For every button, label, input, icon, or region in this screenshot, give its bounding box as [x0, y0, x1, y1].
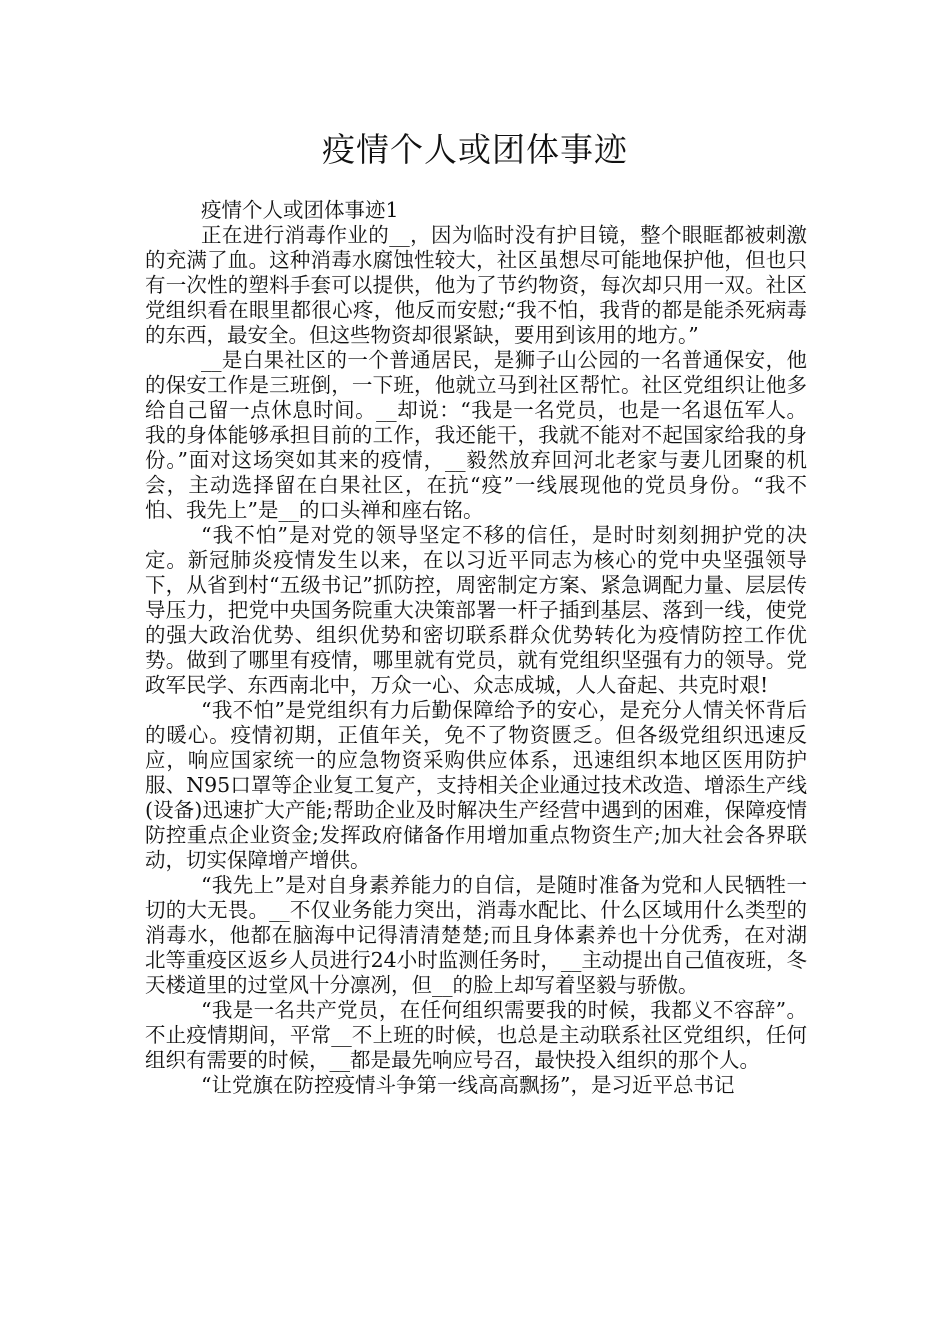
paragraph-7: “让党旗在防控疫情斗争第一线高高飘扬”，是习近平总书记: [201, 1073, 735, 1097]
paragraph-5: “我先上”是对自身素养能力的自信，是随时准备为党和人民牺牲一切的大无畏。__不仅业务能力突出，消毒水配比、什么区域用什么类型的消毒水，他都在脑海中记得清清楚楚;而且身体素养也十分优秀，在对湖北等重疫区返乡人员进行24小时监测任务时，__主动提出自己值夜班，冬天楼道里的过堂风十分凛冽，但__的脸上却写着坚毅与骄傲。: [145, 873, 807, 997]
paragraph-3: “我不怕”是对党的领导坚定不移的信任，是时时刻刻拥护党的决定。新冠肺炎疫情发生以来，在以习近平同志为核心的党中央坚强领导下，从省到村“五级书记”抓防控，周密制定方案、紧急调配力量、层层传导压力，把党中央国务院重大决策部署一杆子插到基层、落到一线，使党的强大政治优势、组织优势和密切联系群众优势转化为疫情防控工作优势。做到了哪里有疫情，哪里就有党员，就有党组织坚强有力的领导。党政军民学、东西南北中，万众一心、众志成城，人人奋起、共克时艰!: [145, 523, 807, 697]
page-title: 疫情个人或团体事迹: [322, 130, 628, 169]
paragraph-4: “我不怕”是党组织有力后勤保障给予的安心，是充分人情关怀背后的暖心。疫情初期，正值年关，免不了物资匮乏。但各级党组织迅速反应，响应国家统一的应急物资采购供应体系，迅速组织本地区医用防护服、N95口罩等企业复工复产，支持相关企业通过技术改造、增添生产线(设备)迅速扩大产能;帮助企业及时解决生产经营中遇到的困难，保障疫情防控重点企业资金;发挥政府储备作用增加重点物资生产;加大社会各界联动，切实保障增产增供。: [145, 698, 807, 872]
paragraph-2: __是白果社区的一个普通居民，是狮子山公园的一名普通保安，他的保安工作是三班倒，一下班，他就立马到社区帮忙。社区党组织让他多给自己留一点休息时间。__却说：“我是一名党员，也是一名退伍军人。我的身体能够承担目前的工作，我还能干，我就不能对不起国家给我的身份。”面对这场突如其来的疫情，__毅然放弃回河北老家与妻儿团聚的机会，主动选择留在白果社区，在抗“疫”一线展现他的党员身份。“我不怕、我先上”是__的口头禅和座右铭。: [145, 348, 807, 522]
paragraph-6: “我是一名共产党员，在任何组织需要我的时候，我都义不容辞”。不止疫情期间，平常__不上班的时候，也总是主动联系社区党组织，任何组织有需要的时候，__都是最先响应号召，最快投入组织的那个人。: [145, 998, 807, 1072]
document-body: [145, 198, 807, 1098]
paragraph-1: 正在进行消毒作业的__，因为临时没有护目镜，整个眼眶都被刺激的充满了血。这种消毒水腐蚀性较大，社区虽想尽可能地保护他，但也只有一次性的塑料手套可以提供，他为了节约物资，每次却只用一双。社区党组织看在眼里都很心疼，他反而安慰;“我不怕，我背的都是能杀死病毒的东西，最安全。但这些物资却很紧缺，要用到该用的地方。”: [145, 223, 807, 347]
section-subtitle: 疫情个人或团体事迹1: [201, 198, 399, 222]
